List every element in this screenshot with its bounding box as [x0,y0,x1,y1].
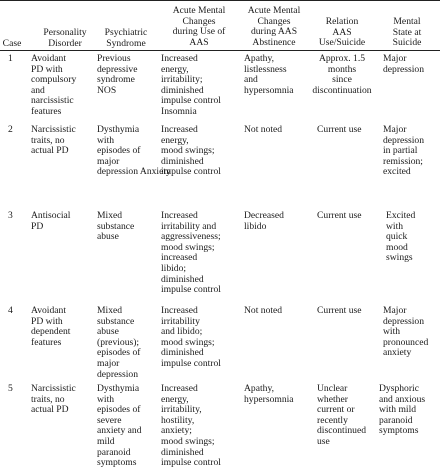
personality-disorder-cell: Narcissistic traits, no actual PD [31,383,76,416]
abstinence-changes-cell: Apathy, hypersomnia [244,383,294,405]
relation-cell: Current use [317,210,362,221]
psychiatric-syndrome-cell: Previous depressive syndrome NOS [97,53,138,96]
header-syndrome: Psychiatric Syndrome [104,27,148,49]
personality-disorder-cell: Antisocial PD [31,210,71,232]
header-disorder: Personality Disorder [43,27,87,49]
case-number: 5 [8,383,13,394]
psychiatric-syndrome-cell: Mixed substance abuse [97,210,135,243]
mental-state-cell: Major depression [383,53,425,75]
relation-cell: Unclear whether current or recently discontinued use [317,383,367,447]
case-number: 2 [8,124,13,135]
abstinence-changes-cell: Decreased libido [244,210,284,232]
psychiatric-syndrome-cell: Dysthymia with episodes of severe anxiety and mild paranoid symptoms [97,383,142,469]
abstinence-changes-cell: Not noted [244,124,283,135]
header-case: Case [2,38,22,49]
mental-state-cell: Major depression with pronounced anxiety [383,305,429,359]
relation-cell: Current use [317,305,362,316]
header-relation: Relation AAS Use/Suicide [318,16,366,49]
header-state: Mental State at Suicide [392,16,422,49]
abstinence-changes-cell: Apathy, listlessness and hypersomnia [244,53,294,96]
use-changes-cell: Increased irritability and aggressiveness; mood swings; increased libido; diminished impulse control [161,210,221,296]
relation-cell: Current use [317,124,362,135]
use-changes-cell: Increased energy, irritability, hostility, anxiety; mood swings; diminished impulse control [161,383,221,469]
mental-state-cell: Dysphoric and anxious with mild paranoid symptoms [379,383,426,437]
header-abstinence-changes: Acute Mental Changes during AAS Abstinence [247,5,301,48]
case-number: 4 [8,305,13,316]
psychiatric-syndrome-cell: Mixed substance abuse (previous); episodes of major depression [97,305,141,380]
case-number: 1 [8,53,13,64]
case-number: 3 [8,210,13,221]
mental-state-cell: Major depression in partial remission; excited [383,124,425,178]
top-rule [0,0,440,1]
abstinence-changes-cell: Not noted [244,305,283,316]
personality-disorder-cell: Avoidant PD with compulsory and narcissistic features [31,53,77,117]
personality-disorder-cell: Avoidant PD with dependent features [31,305,71,348]
relation-cell: Approx. 1.5 months since discontinuation [312,53,372,96]
header-use-changes: Acute Mental Changes during Use of AAS [172,5,226,48]
use-changes-cell: Increased energy, mood swings; diminished impulse control [161,124,221,178]
personality-disorder-cell: Narcissistic traits, no actual PD [31,124,76,157]
header-rule [0,50,440,51]
mental-state-cell: Excited with quick mood swings [386,210,416,264]
use-changes-cell: Increased energy, irritability; diminished impulse control Insomnia [161,53,221,117]
use-changes-cell: Increased irritability and libido; mood swings; diminished impulse control [161,305,221,369]
psychiatric-syndrome-cell: Dysthymia with episodes of major depression Anxiety [97,124,171,178]
